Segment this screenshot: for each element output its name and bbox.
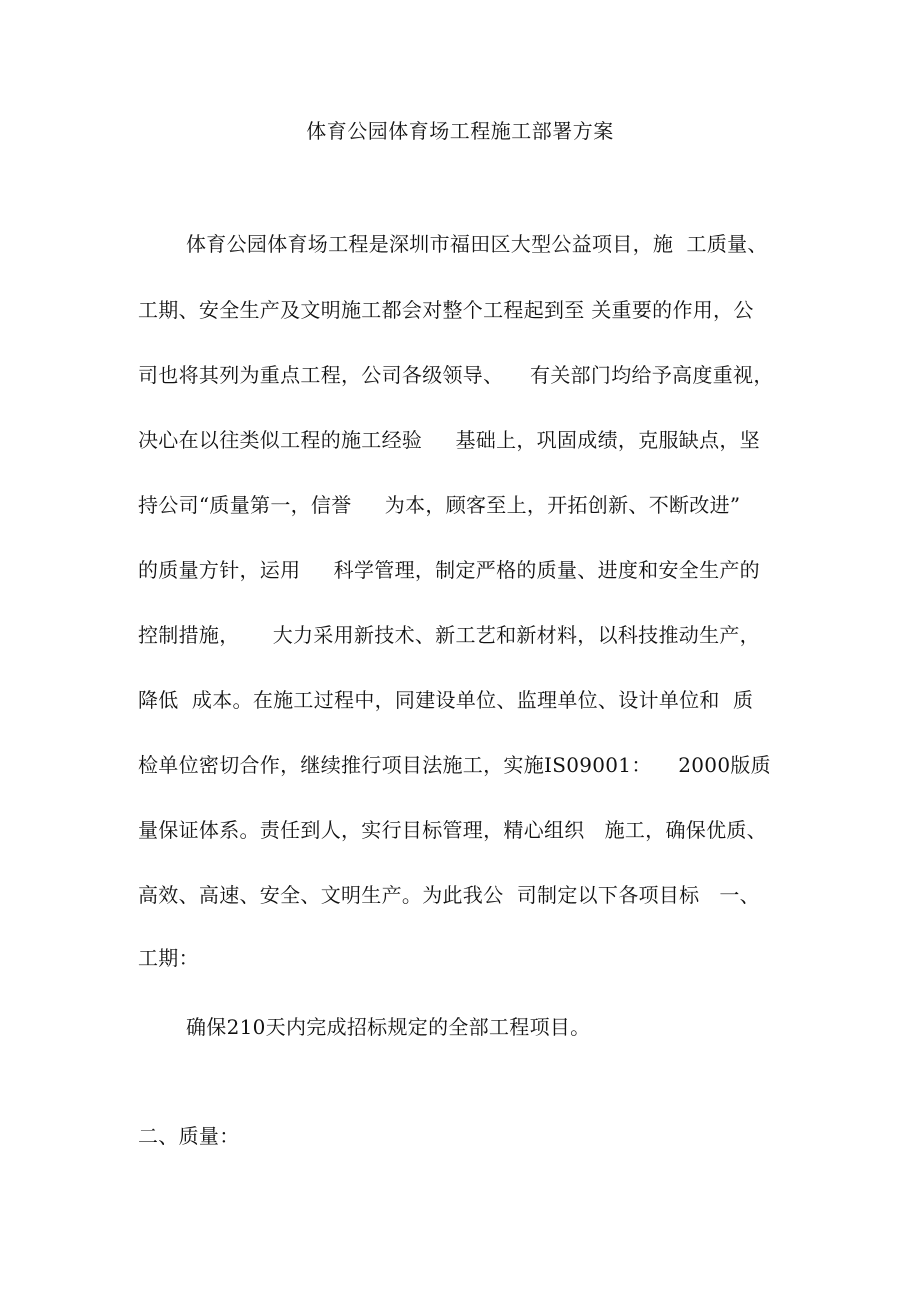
paragraph-line: 降低 成本。在施工过程中，同建设单位、监理单位、设计单位和 质 [138,688,754,712]
paragraph-line: 体育公园体育场工程是深圳市福田区大型公益项目，施 工质量、 [186,232,768,256]
paragraph-line: 量保证体系。责任到人，实行目标管理，精心组织 施工，确保优质、 [138,818,767,842]
document-title: 体育公园体育场工程施工部署方案 [306,119,614,143]
paragraph-line: 高效、高速、安全、文明生产。为此我公 司制定以下各项目标 一、 [138,883,760,907]
section-two-heading: 二、质量： [138,1124,240,1148]
paragraph-line: 决心在以往类似工程的施工经验 基础上，巩固成绩，克服缺点，坚 [138,428,760,452]
paragraph-line: 工期： [138,946,199,970]
paragraph-line: 司也将其列为重点工程，公司各级领导、 有关部门均给予高度重视， [138,363,774,387]
paragraph-line: 检单位密切合作，继续推行项目法施工，实施IS09001： 2000版质 [138,753,771,777]
paragraph-line: 的质量方针，运用 科学管理，制定严格的质量、进度和安全生产的 [138,558,760,582]
paragraph-line: 持公司“质量第一，信誉 为本，顾客至上，开拓创新、不断改进” [138,493,741,517]
paragraph-line: 控制措施， 大力采用新技术、新工艺和新材料，以科技推动生产， [138,623,760,647]
paragraph-line: 工期、安全生产及文明施工都会对整个工程起到至 关重要的作用，公 [138,298,754,322]
schedule-text: 确保210天内完成招标规定的全部工程项目。 [186,1015,591,1039]
